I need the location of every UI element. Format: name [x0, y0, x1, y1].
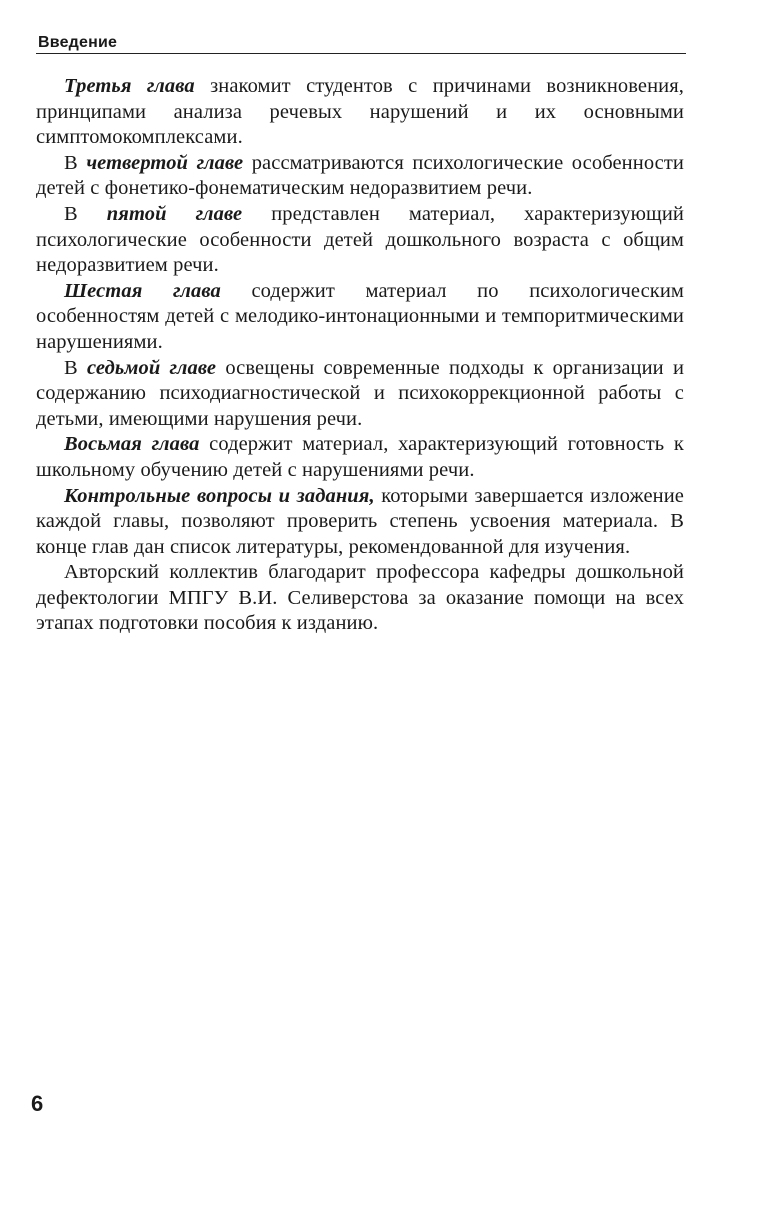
paragraph-text: Авторский коллектив благодарит профессора кафедры дошкольной дефектологии МПГУ В.И. Селиверстова за оказание помощи на всех этапах подготовки пособия к изданию. [36, 561, 684, 635]
paragraph-text: представлен материал, характеризующий психологические особенности детей дошкольного возраста с общим недоразвитием речи. [36, 202, 685, 277]
paragraph-emphasis: Контрольные вопросы и задания, [64, 484, 375, 507]
paragraph-emphasis: пятой главе [106, 202, 243, 225]
paragraph-chapter-4 [36, 151, 684, 202]
paragraph-lead: В [64, 356, 87, 379]
paragraph-text: которыми завершается изложение каждой главы, позволяют проверить степень усвоения материала. В конце глав дан список литературы, рекомендованной для изучения. [36, 484, 684, 558]
paragraph-text: содержит материал, характеризующий готовность к школьному обучению детей с нарушениями речи. [36, 433, 684, 481]
running-header [36, 31, 686, 54]
paragraph-emphasis: седьмой главе [86, 356, 217, 379]
paragraph-text: содержит материал по психологическим особенностям детей с мелодико-интонационными и темпоритмическими нарушениями. [36, 279, 684, 353]
paragraph-emphasis: Шестая глава [64, 279, 221, 302]
paragraph-emphasis: Восьмая глава [64, 433, 200, 456]
paragraph-text: знакомит студентов с причинами возникновения, принципами анализа речевых нарушений и их основными симптомокомплексами. [36, 75, 684, 149]
paragraph-chapter-8 [36, 432, 684, 483]
paragraph-chapter-3 [36, 74, 684, 151]
paragraph-emphasis: четвертой главе [86, 151, 244, 174]
paragraph-emphasis: Третья глава [64, 75, 195, 97]
paragraph-chapter-6 [36, 279, 684, 356]
paragraph-text: освещены современные подходы к организации и содержанию психодиагностической и психокоррекционной работы с детьми, имеющими нарушения речи. [36, 356, 685, 430]
paragraph-lead: В [64, 151, 87, 174]
paragraph-control-questions [36, 484, 684, 561]
body-text [36, 74, 684, 637]
page-number: 6 [31, 1091, 44, 1116]
paragraph-chapter-7 [36, 356, 684, 433]
paragraph-text: рассматриваются психологические особенности детей с фонетико-фонематическим недоразвитием речи. [36, 151, 685, 200]
paragraph-lead: В [64, 202, 107, 225]
paragraph-chapter-5 [36, 202, 684, 279]
running-title: Введение [38, 34, 118, 51]
paragraph-acknowledgement [36, 560, 684, 637]
